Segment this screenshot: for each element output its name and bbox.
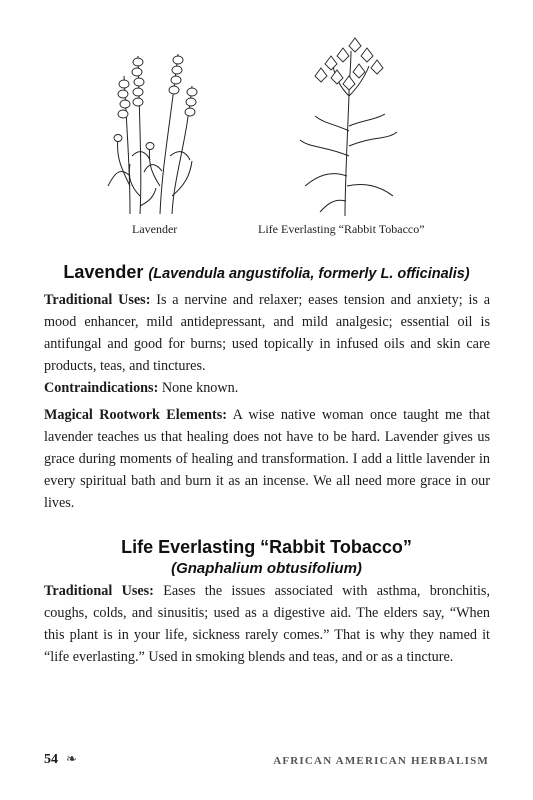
running-footer-title: AFRICAN AMERICAN HERBALISM [273,755,489,767]
rabbit-tobacco-caption: Life Everlasting “Rabbit Tobacco” [258,222,425,236]
lavender-magical-rootwork [44,404,490,514]
lavender-scientific-name: (Lavendula angustifolia, formerly L. officinalis) [148,266,470,282]
lavender-heading [0,262,533,283]
rabbit-tobacco-scientific-name: (Gnaphalium obtusifolium) [171,560,362,577]
traditional-uses-text: Is a nervine and relaxer; eases tension and anxiety; is a mood enhancer, mild antidepressant, and mild analgesic; essential oil is antifungal and good for burns; used topically in infused oils and skin care products, teas, and tinctures. [44,292,491,374]
contraindications-text: None known. [161,380,239,396]
rabbit-tobacco-traditional-uses [44,580,490,668]
contraindications-label: Contraindications: [44,380,159,396]
rabbit-tobacco-heading: Life Everlasting “Rabbit Tobacco” [121,537,412,557]
ornament-icon: ❧ [66,751,77,766]
rabbit-tobacco-illustration [295,36,400,216]
lavender-contraindications [44,377,490,399]
lavender-title: Lavender [63,262,144,282]
lavender-caption: Lavender [132,222,178,236]
magical-rootwork-label: Magical Rootwork Elements: [44,407,227,423]
traditional-uses-label: Traditional Uses: [44,292,151,308]
lavender-illustration [100,36,215,216]
page-number: 54 [44,752,58,767]
traditional-uses-label: Traditional Uses: [44,583,154,599]
traditional-uses-text: Eases the issues associated with asthma, bronchitis, coughs, colds, and sinusitis; used as a digestive aid. The elders say, “When this plant is in your life, sickness rarely comes.” That is why they named it “life everlasting.” Used in smoking blends and teas, and or as a tincture. [44,583,490,665]
magical-rootwork-text: A wise native woman once taught me that lavender teaches us that healing does not have to be hard. Lavender gives us grace during moments of healing and transformation. I add a little lavender in every spiritual bath and burn it as an incense. We all need more grace in our lives. [44,407,491,511]
lavender-traditional-uses [44,289,490,377]
